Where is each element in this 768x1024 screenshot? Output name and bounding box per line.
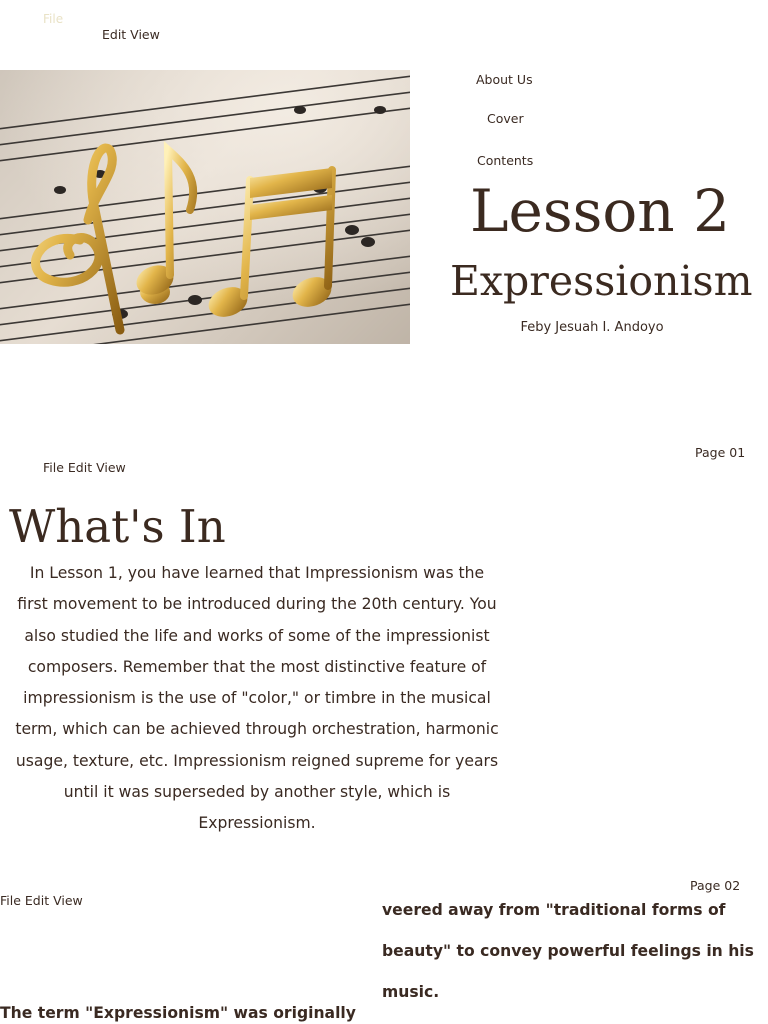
file-edit-view-menu-3[interactable]: File Edit View [0, 893, 83, 908]
nav-cover[interactable]: Cover [487, 111, 524, 126]
file-edit-view-menu-2[interactable]: File Edit View [43, 460, 126, 475]
edit-view-menu[interactable]: Edit View [102, 27, 160, 42]
whats-in-heading: What's In [9, 500, 226, 553]
author-name: Feby Jesuah I. Andoyo [520, 320, 664, 335]
nav-contents[interactable]: Contents [477, 153, 534, 168]
music-notes-illustration [0, 70, 410, 344]
page-number-01: Page 01 [695, 445, 746, 460]
lesson-subtitle: Expressionism [450, 257, 753, 305]
lesson-title: Lesson 2 [470, 177, 730, 245]
music-notes-image [0, 70, 410, 344]
expressionism-right-column-text: veered away from "traditional forms of beauty" to convey powerful feelings in his music. [382, 901, 754, 1001]
file-menu-faint[interactable]: File [43, 12, 64, 26]
whats-in-paragraph: In Lesson 1, you have learned that Impressionism was the first movement to be introduced during the 20th century. You also studied the life and works of some of the impressionist composers. Remember that the most distinctive feature of impressionism is the use of "color," or timbre in the musical term, which can be achieved through orchestration, harmonic usage, texture, etc. Impressionism reigned supreme for years until it was superseded by another style, which is Expressionism. [15, 564, 499, 833]
expressionism-left-text: The term "Expressionism" was originally [0, 1004, 356, 1022]
nav-about-us[interactable]: About Us [476, 72, 533, 87]
page-number-02: Page 02 [690, 878, 741, 893]
